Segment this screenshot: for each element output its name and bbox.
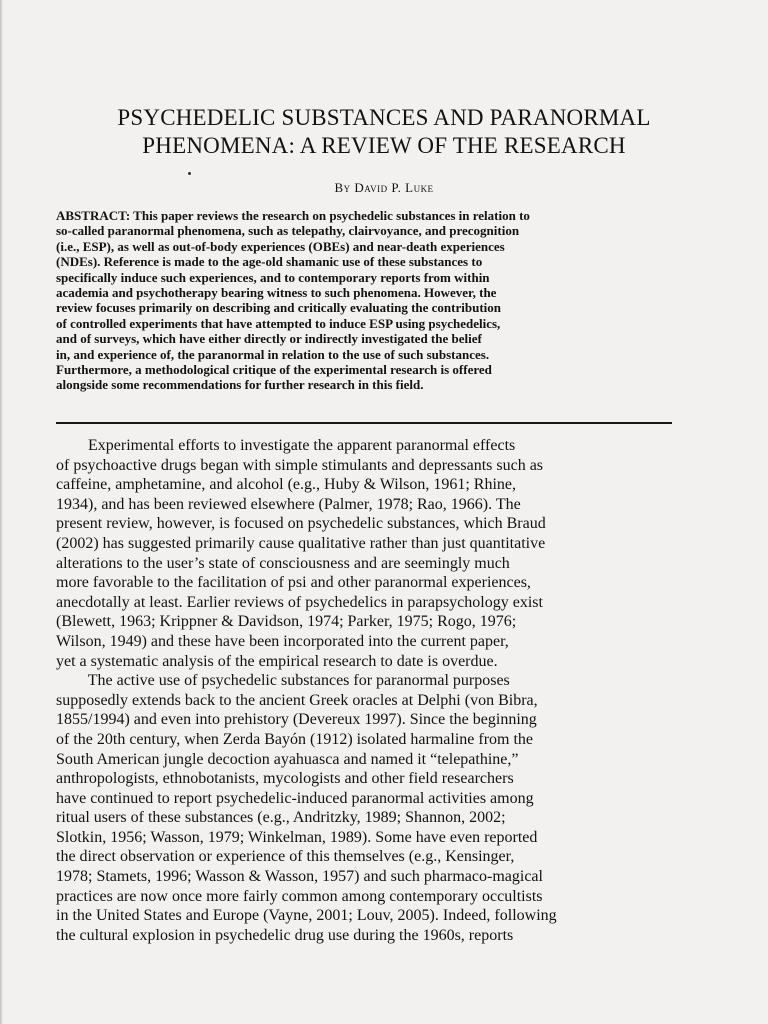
abstract-line: (i.e., ESP), as well as out-of-body experiences (OBEs) and near-death experiences [56, 238, 505, 254]
abstract-line: academia and psychotherapy bearing witness to such phenomena. However, the [56, 285, 497, 301]
body-line: practices are now once more fairly common among contemporary occultists [56, 887, 543, 905]
scan-edge-shadow [0, 0, 3, 1024]
body-line: 1978; Stamets, 1996; Wasson & Wasson, 1957) and such pharmaco-magical [56, 868, 543, 886]
abstract [56, 208, 672, 393]
body-line: of the 20th century, when Zerda Bayón (1912) isolated harmaline from the [56, 730, 534, 748]
abstract-line: (NDEs). Reference is made to the age-old shamanic use of these substances to [56, 254, 483, 270]
body-line: the direct observation or experience of this themselves (e.g., Kensinger, [56, 848, 515, 866]
body-line: Experimental efforts to investigate the apparent paranormal effects [56, 437, 516, 454]
abstract-line: and of surveys, which have either directly or indirectly investigated the belief [56, 331, 482, 347]
body-line: alterations to the user’s state of consciousness and are seemingly much [56, 554, 510, 572]
paper-title [40, 104, 728, 160]
body-line: present review, however, is focused on psychedelic substances, which Braud [56, 515, 546, 533]
byline [0, 180, 768, 196]
abstract-line: Furthermore, a methodological critique of the experimental research is offered [56, 362, 492, 378]
body-line: (Blewett, 1963; Krippner & Davidson, 1974; Parker, 1975; Rogo, 1976; [56, 613, 517, 631]
body-line: caffeine, amphetamine, and alcohol (e.g., Huby & Wilson, 1961; Rhine, [56, 476, 516, 494]
body-line: anthropologists, ethnobotanists, mycologists and other field researchers [56, 770, 514, 788]
body-line: anecdotally at least. Earlier reviews of psychedelics in parapsychology exist [56, 593, 543, 611]
abstract-divider [56, 422, 672, 424]
abstract-line: in, and experience of, the paranormal in relation to the use of such substances. [56, 346, 490, 362]
byline-prefix: By [334, 180, 351, 195]
body-line: 1855/1994) and even into prehistory (Devereux 1997). Since the beginning [56, 711, 537, 729]
body-line: 1934), and has been reviewed elsewhere (Palmer, 1978; Rao, 1966). The [56, 495, 521, 513]
body-line: more favorable to the facilitation of psi and other paranormal experiences, [56, 574, 531, 592]
body-line: yet a systematic analysis of the empirical research to date is overdue. [56, 652, 498, 670]
body-line: supposedly extends back to the ancient Greek oracles at Delphi (von Bibra, [56, 691, 538, 709]
abstract-line: so-called paranormal phenomena, such as telepathy, clairvoyance, and precognition [56, 223, 520, 239]
abstract-line: specifically induce such experiences, and to contemporary reports from within [56, 269, 490, 285]
body-line: (2002) has suggested primarily cause qualitative rather than just quantitative [56, 534, 546, 552]
abstract-line: review focuses primarily on describing and critically evaluating the contribution [56, 300, 501, 316]
body-line: South American jungle decoction ayahuasca and named it “telepathine,” [56, 750, 519, 768]
title-line: PSYCHEDELIC SUBSTANCES AND PARANORMAL [117, 105, 651, 130]
author-name: David P. Luke [354, 180, 434, 195]
abstract-line: ABSTRACT: This paper reviews the research on psychedelic substances in relation to [56, 208, 530, 223]
body-line: in the United States and Europe (Vayne, 2001; Louv, 2005). Indeed, following [56, 907, 557, 925]
body-text [56, 436, 672, 945]
body-line: have continued to report psychedelic-induced paranormal activities among [56, 789, 534, 807]
body-line: ritual users of these substances (e.g., Andritzky, 1989; Shannon, 2002; [56, 809, 506, 827]
body-line: Slotkin, 1956; Wasson, 1979; Winkelman, 1989). Some have even reported [56, 828, 538, 846]
title-line: PHENOMENA: A REVIEW OF THE RESEARCH [142, 133, 626, 158]
body-line: of psychoactive drugs began with simple stimulants and depressants such as [56, 456, 544, 474]
abstract-line: of controlled experiments that have attempted to induce ESP using psychedelics, [56, 315, 501, 331]
abstract-line: alongside some recommendations for further research in this field. [56, 377, 424, 393]
body-line: The active use of psychedelic substances for paranormal purposes [56, 672, 510, 690]
body-line: Wilson, 1949) and these have been incorporated into the current paper, [56, 632, 509, 650]
body-line: the cultural explosion in psychedelic drug use during the 1960s, reports [56, 926, 514, 944]
scan-speck [188, 172, 191, 175]
